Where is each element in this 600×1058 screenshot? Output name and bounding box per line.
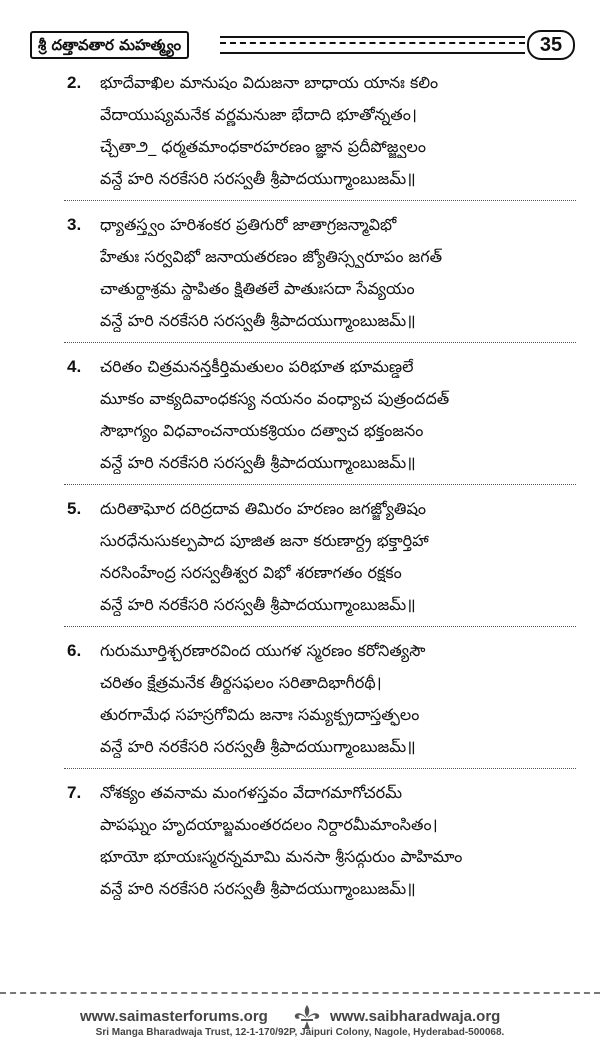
verse-line: గురుమూర్తిశ్చరణారవింద యుగళ స్మరణం కరోనిత్యసౌ <box>100 641 426 660</box>
verse-number: 6. <box>67 641 82 660</box>
verse-7 <box>0 778 600 920</box>
book-title: శ్రీ దత్తావతార మహత్మ్యం <box>30 31 189 59</box>
verse-divider <box>64 200 576 201</box>
verse-line: మూకం వాక్యదివాంధకస్య నయనం వంధ్యాచ పుత్రందదత్ <box>100 389 450 408</box>
verse-line: వేదాయుష్యమనేక వర్ణమనుజా భేదాది భూతోన్నతం। <box>100 105 417 124</box>
verse-line: నరసింహేంద్ర సరస్వతీశ్వర విభో శరణాగతం రక్షకం <box>100 563 402 582</box>
website-link-saibharadwaja[interactable]: www.saibharadwaja.org <box>330 1008 501 1025</box>
verse-list <box>0 68 600 920</box>
verse-line: సౌభాగ్యం విధవాంచనాయకశ్రియం దత్వాచ భక్తంజనం <box>100 421 424 440</box>
verse-divider <box>64 626 576 627</box>
verse-2 <box>0 68 600 210</box>
verse-refrain: వన్దే హరి నరకేసరి సరస్వతీ శ్రీపాదయుగ్మాంబుజమ్॥ <box>100 879 416 898</box>
verse-line: భూదేవాఖిల మానుషం విదుజనా బాధాయ యానః కలిం <box>100 73 439 92</box>
verse-number: 5. <box>67 499 82 518</box>
verse-line: తురగామేధ సహస్రగోవిదు జనాః సమ్యక్ప్రదాస్తత్ఫలం <box>100 705 420 724</box>
verse-number: 7. <box>67 783 82 802</box>
verse-refrain: వన్దే హరి నరకేసరి సరస్వతీ శ్రీపాదయుగ్మాంబుజమ్॥ <box>100 453 416 472</box>
verse-divider <box>64 484 576 485</box>
footer-divider <box>0 992 600 994</box>
verse-5 <box>0 494 600 636</box>
verse-line: చ్చేతా౨_ ధర్మతమాంధకారహరణం జ్ఞాన ప్రదీపోజ్జ్వలం <box>100 137 426 156</box>
verse-refrain: వన్దే హరి నరకేసరి సరస్వతీ శ్రీపాదయుగ్మాంబుజమ్॥ <box>100 311 416 330</box>
verse-line: నోశక్యం తవనామ మంగళస్తవం వేదాగమాగోచరమ్ <box>100 783 403 802</box>
verse-refrain: వన్దే హరి నరకేసరి సరస్వతీ శ్రీపాదయుగ్మాంబుజమ్॥ <box>100 737 416 756</box>
verse-line: చరితం క్షేత్రమనేక తీర్థసఫలం సరితాదిభాగీరథీ। <box>100 673 382 692</box>
verse-line: చరితం చిత్రమనన్తకీర్తిమతులం పరిభూత భూమణ్డలే <box>100 357 414 376</box>
verse-refrain: వన్దే హరి నరకేసరి సరస్వతీ శ్రీపాదయుగ్మాంబుజమ్॥ <box>100 595 416 614</box>
verse-line: దురితాఘోర దరిద్రదావ తిమిరం హరణం జగజ్జ్యోతిషం <box>100 499 426 518</box>
verse-refrain: వన్దే హరి నరకేసరి సరస్వతీ శ్రీపాదయుగ్మాంబుజమ్॥ <box>100 169 416 188</box>
verse-number: 2. <box>67 73 82 92</box>
verse-3 <box>0 210 600 352</box>
publisher-address: Sri Manga Bharadwaja Trust, 12-1-170/92P, Jaipuri Colony, Nagole, Hyderabad-500068. <box>95 1027 505 1038</box>
page-footer <box>0 1008 600 1048</box>
verse-line: హేతుః సర్వవిభో జనాయతరణం జ్యోతిస్స్వరూపం జగత్ <box>100 247 443 266</box>
page-number: 35 <box>527 30 575 60</box>
verse-divider <box>64 768 576 769</box>
verse-line: చాతుర్థాశ్రమ స్థాపితం క్షితితలే పాతుఃసదా సేవ్యయం <box>100 279 415 298</box>
page-header <box>30 31 575 57</box>
header-decorative-lines <box>220 36 525 54</box>
verse-number: 3. <box>67 215 82 234</box>
verse-line: ధ్యాతస్త్వం హరిశంకర ప్రతిగురో జాతాగ్రజన్మావిభో <box>100 215 397 234</box>
verse-6 <box>0 636 600 778</box>
verse-4 <box>0 352 600 494</box>
verse-number: 4. <box>67 357 82 376</box>
verse-divider <box>64 342 576 343</box>
verse-line: పాపఘ్నం హృదయాబ్జమంతరదలం నిర్ధారమీమాంసితం। <box>100 815 438 834</box>
verse-line: భూయో భూయఃస్మరన్నమామి మనసా శ్రీసద్గురుం పాహిమాం <box>100 847 463 866</box>
website-link-saimasterforums[interactable]: www.saimasterforums.org <box>80 1008 268 1025</box>
verse-line: సురధేనుసుకల్పపాద పూజిత జనా కరుణార్ద్ర భక్తార్తిహా <box>100 531 429 550</box>
